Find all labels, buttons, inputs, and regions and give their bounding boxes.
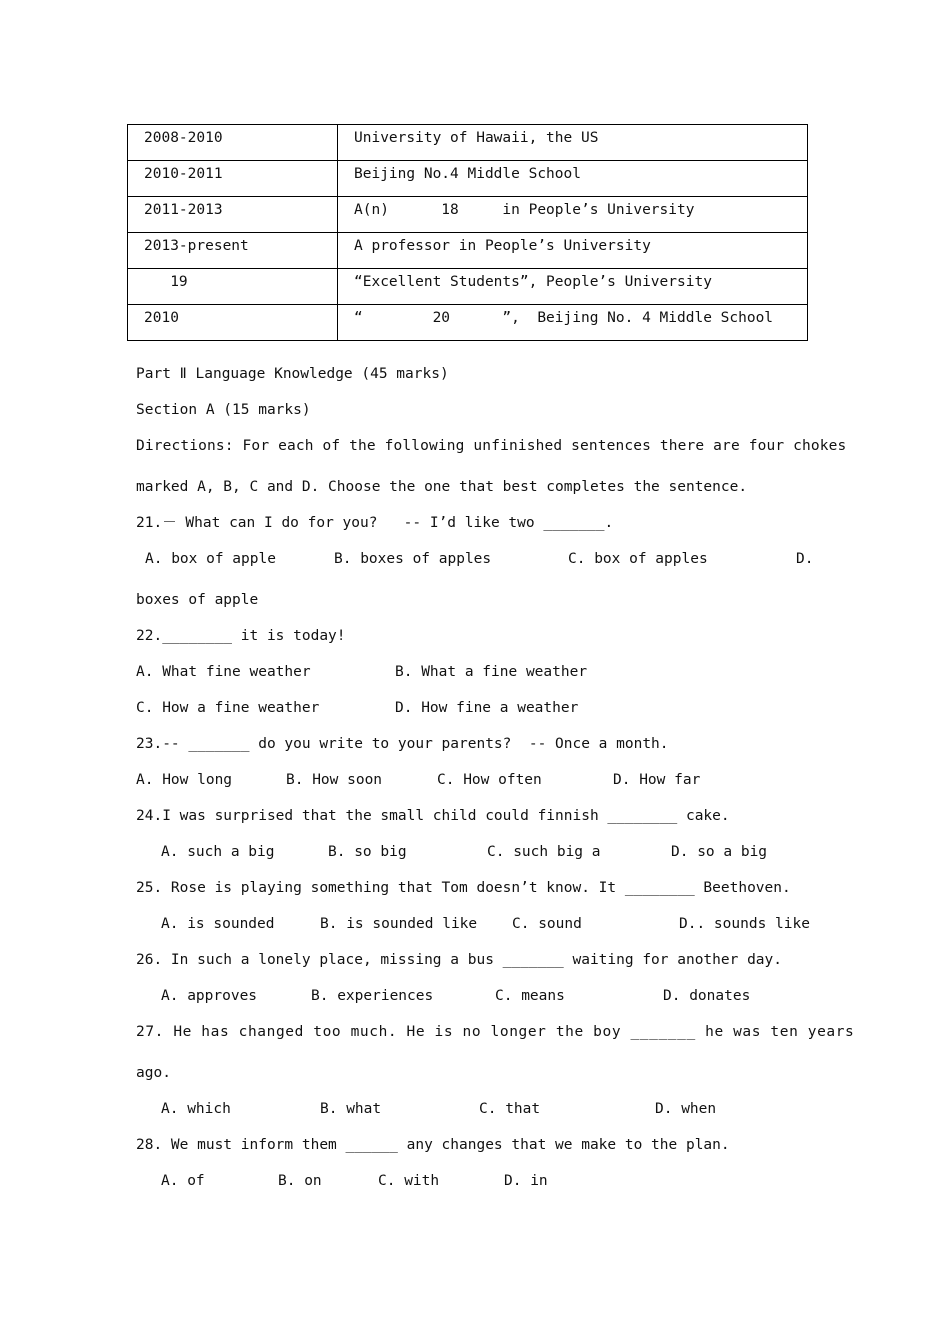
time-cell: 2011-2013 xyxy=(128,197,338,233)
table-row xyxy=(128,197,808,233)
option-b: B. What a fine weather xyxy=(395,664,588,680)
directions-line-2: marked A, B, C and D. Choose the one that best completes the sentence. xyxy=(136,479,748,495)
part-title: Part Ⅱ Language Knowledge (45 marks) xyxy=(136,366,449,382)
question-21: 21.－ What can I do for you? -- I’d like two _______. xyxy=(136,515,614,531)
option-a: A. What fine weather xyxy=(136,664,311,680)
option-d: D. xyxy=(796,551,814,567)
section-title: Section A (15 marks) xyxy=(136,402,311,418)
question-22: 22.________ it is today! xyxy=(136,628,346,644)
event-cell: Beijing No.4 Middle School xyxy=(338,161,808,197)
option-d: D. donates xyxy=(663,988,751,1004)
question-25: 25. Rose is playing something that Tom doesn’t know. It ________ Beethoven. xyxy=(136,880,791,896)
table-row xyxy=(128,125,808,161)
option-c: C. that xyxy=(479,1101,541,1117)
option-d: D. in xyxy=(504,1173,548,1189)
time-cell: 2013-present xyxy=(128,233,338,269)
event-cell: University of Hawaii, the US xyxy=(338,125,808,161)
option-c: C. sound xyxy=(512,916,582,932)
option-c: C. with xyxy=(378,1173,440,1189)
table-row xyxy=(128,161,808,197)
question-24: 24.I was surprised that the small child could finnish ________ cake. xyxy=(136,808,730,824)
time-cell: 2010-2011 xyxy=(128,161,338,197)
option-a: A. approves xyxy=(161,988,258,1004)
question-28: 28. We must inform them ______ any changes that we make to the plan. xyxy=(136,1137,730,1153)
time-cell: 2010 xyxy=(128,305,338,341)
event-cell: A professor in People’s University xyxy=(338,233,808,269)
option-b: B. boxes of apples xyxy=(334,551,492,567)
option-a: A. box of apple xyxy=(145,551,276,567)
option-c: C. such big a xyxy=(487,844,601,860)
option-c: C. How a fine weather xyxy=(136,700,320,716)
option-a: A. is sounded xyxy=(161,916,275,932)
option-a: A. of xyxy=(161,1173,205,1189)
table-row xyxy=(128,233,808,269)
timeline-table xyxy=(127,124,808,341)
option-a: A. How long xyxy=(136,772,233,788)
table-row xyxy=(128,305,808,341)
event-cell: “Excellent Students”, People’s University xyxy=(338,269,808,305)
option-b: B. so big xyxy=(328,844,407,860)
question-26: 26. In such a lonely place, missing a bus _______ waiting for another day. xyxy=(136,952,783,968)
time-cell: 2008-2010 xyxy=(128,125,338,161)
option-a: A. such a big xyxy=(161,844,275,860)
time-cell: 19 xyxy=(128,269,338,305)
question-27-continuation: ago. xyxy=(136,1065,171,1081)
option-b: B. what xyxy=(320,1101,382,1117)
option-d: D. How far xyxy=(613,772,701,788)
event-cell: A(n) 18 in People’s University xyxy=(338,197,808,233)
option-d: D. How fine a weather xyxy=(395,700,579,716)
option-d: D.. sounds like xyxy=(679,916,810,932)
option-d: D. so a big xyxy=(671,844,768,860)
question-27: 27. He has changed too much. He is no longer the boy _______ he was ten years xyxy=(136,1024,855,1040)
option-c: C. How often xyxy=(437,772,542,788)
option-c: C. means xyxy=(495,988,565,1004)
directions-line-1: Directions: For each of the following unfinished sentences there are four chokes xyxy=(136,438,847,454)
option-a: A. which xyxy=(161,1101,231,1117)
option-d-continuation: boxes of apple xyxy=(136,592,259,608)
option-c: C. box of apples xyxy=(568,551,708,567)
option-b: B. on xyxy=(278,1173,322,1189)
question-23: 23.-- _______ do you write to your parents? -- Once a month. xyxy=(136,736,669,752)
option-d: D. when xyxy=(655,1101,717,1117)
option-b: B. experiences xyxy=(311,988,434,1004)
table-row xyxy=(128,269,808,305)
option-b: B. How soon xyxy=(286,772,383,788)
event-cell: “ 20 ”, Beijing No. 4 Middle School xyxy=(338,305,808,341)
option-b: B. is sounded like xyxy=(320,916,478,932)
